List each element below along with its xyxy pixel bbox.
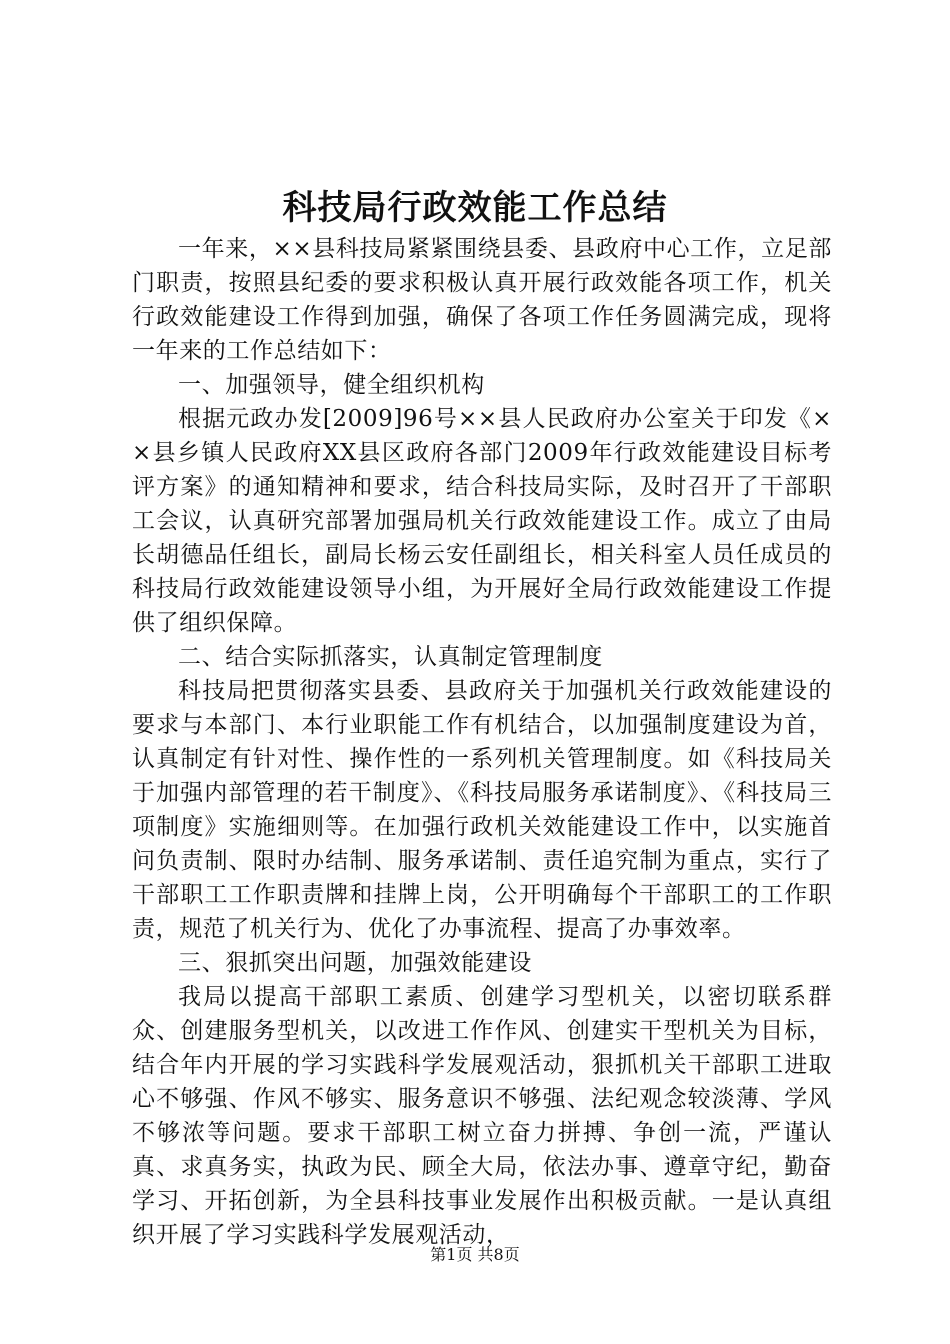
paragraph-intro: 一年来，××县科技局紧紧围绕县委、县政府中心工作，立足部门职责，按照县纪委的要求积极认真开展行政效能各项工作，机关行政效能建设工作得到加强，确保了各项工作任务圆满完成，现将一年来的工作总结如下：	[132, 236, 832, 364]
section-heading-2: 二、结合实际抓落实，认真制定管理制度	[178, 644, 603, 670]
section-heading-1: 一、加强领导，健全组织机构	[178, 372, 485, 398]
document-body	[132, 232, 832, 1252]
page-number-footer: 第1页 共8页	[430, 1245, 520, 1264]
paragraph-section-1: 根据元政办发[2009]96号××县人民政府办公室关于印发《××县乡镇人民政府XX县区政府各部门2009年行政效能建设目标考评方案》的通知精神和要求，结合科技局实际，及时召开了干部职工会议，认真研究部署加强局机关行政效能建设工作。成立了由局长胡德品任组长，副局长杨云安任副组长，相关科室人员任成员的科技局行政效能建设领导小组，为开展好全局行政效能建设工作提供了组织保障。	[132, 406, 832, 636]
paragraph-section-3: 我局以提高干部职工素质、创建学习型机关，以密切联系群众、创建服务型机关，以改进工作作风、创建实干型机关为目标，结合年内开展的学习实践科学发展观活动，狠抓机关干部职工进取心不够强、作风不够实、服务意识不够强、法纪观念较淡薄、学风不够浓等问题。要求干部职工树立奋力拼搏、争创一流，严谨认真、求真务实，执政为民、顾全大局，依法办事、遵章守纪，勤奋学习、开拓创新，为全县科技事业发展作出积极贡献。一是认真组织开展了学习实践科学发展观活动，	[132, 984, 832, 1248]
document-title: 科技局行政效能工作总结	[282, 188, 668, 228]
paragraph-section-2: 科技局把贯彻落实县委、县政府关于加强机关行政效能建设的要求与本部门、本行业职能工作有机结合，以加强制度建设为首，认真制定有针对性、操作性的一系列机关管理制度。如《科技局关于加强内部管理的若干制度》、《科技局服务承诺制度》、《科技局三项制度》实施细则等。在加强行政机关效能建设工作中，以实施首问负责制、限时办结制、服务承诺制、责任追究制为重点，实行了干部职工工作职责牌和挂牌上岗，公开明确每个干部职工的工作职责，规范了机关行为、优化了办事流程、提高了办事效率。	[132, 678, 832, 942]
section-heading-3: 三、狠抓突出问题，加强效能建设	[178, 950, 532, 976]
